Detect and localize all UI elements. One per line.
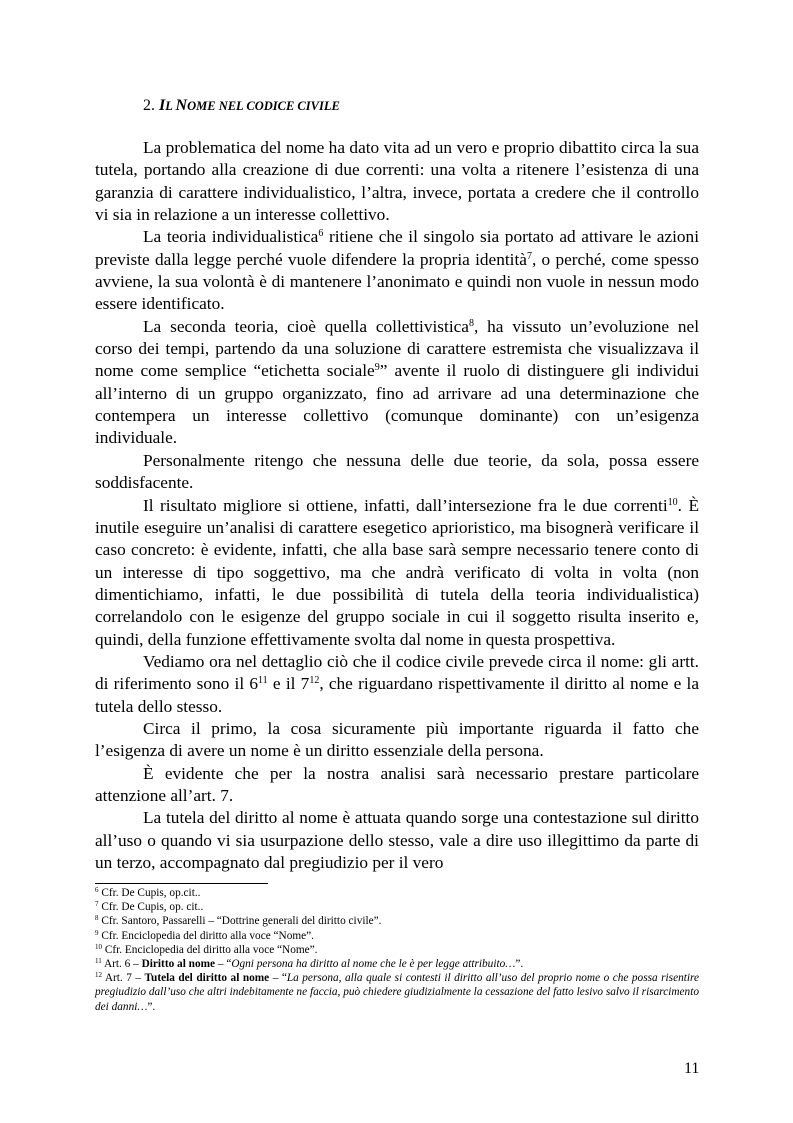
- paragraph: La seconda teoria, cioè quella collettivistica$^8$, ha vissuto un’evoluzione nel corso dei tempi, partendo da una soluzione di carattere estremista che visualizzava il nome come semplice “etichetta sociale$^9$” avente il ruolo di distinguere gli individui all’interno di un gruppo organizzato, fino ad arrivare ad una determinazione che contempera un interesse collettivo (comunque dominante) con un’esigenza individuale.: [95, 316, 700, 448]
- section-title: IL NOME NEL CODICE CIVILE: [159, 97, 340, 114]
- paragraph: Personalmente ritengo che nessuna delle due teorie, da sola, possa essere soddisfacente.: [95, 450, 699, 493]
- section-heading: [143, 95, 340, 117]
- footnote-ref: 8: [468, 317, 474, 329]
- footnote-ref: 12: [309, 675, 320, 687]
- footnote: $^7$ Cfr. De Cupis, op. cit..: [95, 900, 204, 914]
- paragraph: Vediamo ora nel dettaglio ciò che il codice civile prevede circa il nome: gli artt. di riferimento sono il $6^{11}$ e il $7^{12}$, che riguardano rispettivamente il diritto al nome e la tutela dello stesso.: [95, 651, 700, 716]
- paragraph: Il risultato migliore si ottiene, infatti, dall’intersezione fra le due correnti$^{10}$. È inutile eseguire un’analisi di carattere esegetico aprioristico, ma bisognerà verificare il caso concreto: è evidente, infatti, che alla base sarà sempre necessario tenere conto di un interesse di tipo soggettivo, ma che andrà verificato di volta in volta (non dimentichiamo, infatti, le due possibilità di tutela della teoria individualistica) correlandolo con le esigenze del gruppo sociale in cui il soggetto risulta inserito e, quindi, della funzione effettivamente svolta dal nome in questa prospettiva.: [95, 495, 699, 649]
- body-text: [95, 137, 699, 874]
- footnote-ref: 9: [374, 362, 380, 374]
- paragraph: È evidente che per la nostra analisi sarà necessario prestare particolare attenzione all’art. 7.: [95, 763, 699, 805]
- section-number: 2.: [143, 97, 159, 114]
- footnote: $^9$ Cfr. Enciclopedia del diritto alla voce “Nome”.: [95, 928, 315, 942]
- footnote: $^{12}$ Art. 7 – Tutela del diritto al nome – “La persona, alla quale si contesti il diritto all’uso del proprio nome o che possa risentire pregiudizio dall’uso che altri indebitamente ne faccia, può chiedere giudizialmente la cessazione del fatto lesivo salvo il risarcimento dei danni…”.: [95, 971, 699, 1013]
- footnote-ref: 10: [667, 496, 678, 508]
- footnote-ref: 6: [318, 228, 324, 240]
- footnote-separator: [95, 883, 268, 884]
- paragraph: Circa il primo, la cosa sicuramente più importante riguarda il fatto che l’esigenza di avere un nome è un diritto essenziale della persona.: [95, 718, 699, 761]
- footnote-ref: 11: [258, 675, 268, 687]
- paragraph: La teoria individualistica$^6$ ritiene che il singolo sia portato ad attivare le azioni previste dalla legge perché vuole difendere la propria identità$^7$, o perché, come spesso avviene, la sua volontà è di mantenere l’anonimato e quindi non vuole in nessun modo essere identificato.: [95, 227, 700, 314]
- footnote: $^{11}$ Art. 6 – Diritto al nome – “Ogni persona ha diritto al nome che le è per legge attribuito…”.: [95, 957, 524, 971]
- footnote-ref: 7: [526, 250, 532, 262]
- paragraph: La tutela del diritto al nome è attuata quando sorge una contestazione sul diritto all’uso o quando vi sia usurpazione dello stesso, vale a dire uso illegittimo da parte di un terzo, accompagnato dal pregiudizio per il vero: [95, 808, 699, 872]
- page-number: 11: [684, 1060, 700, 1077]
- paragraph: La problematica del nome ha dato vita ad un vero e proprio dibattito circa la sua tutela, portando alla creazione di due correnti: una volta a ritenere l’esistenza di una garanzia di carattere individualistico, l’altra, invece, portata a credere che il controllo vi sia in relazione a un interesse collettivo.: [95, 138, 699, 225]
- footnote: $^8$ Cfr. Santoro, Passarelli – “Dottrine generali del diritto civile”.: [95, 914, 382, 928]
- footnote: $^{10}$ Cfr. Enciclopedia del diritto alla voce “Nome”.: [95, 942, 318, 956]
- footnote: $^6$ Cfr. De Cupis, op.cit..: [95, 886, 201, 899]
- footnotes: [95, 886, 699, 1014]
